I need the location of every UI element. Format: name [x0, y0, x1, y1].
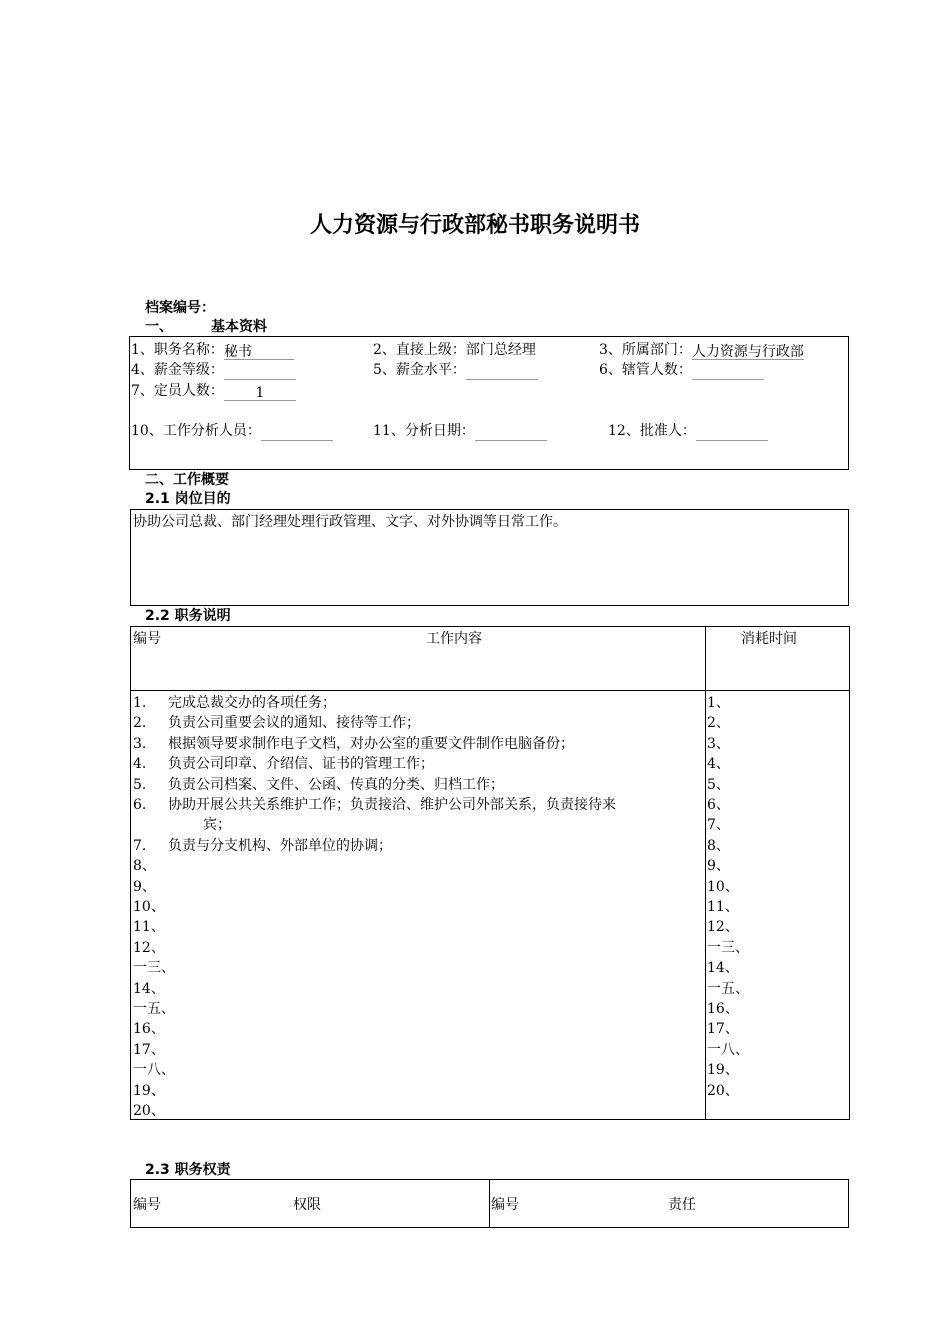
duty-row	[133, 856, 156, 876]
time-entry: 一五、	[707, 980, 749, 997]
analyst-label: 10、工作分析人员：	[131, 423, 261, 439]
duty-row	[133, 713, 420, 733]
salary-grade-label: 4、薪金等级：	[131, 362, 224, 378]
analysis-date-row	[373, 421, 547, 441]
time-entry: 17、	[707, 1021, 739, 1038]
superior-value: 部门总经理	[465, 342, 536, 358]
section1-number: 一、	[145, 319, 173, 335]
duty-row	[133, 1101, 165, 1121]
salary-grade-field	[224, 362, 296, 380]
duty-number: 11、	[133, 919, 165, 936]
authority-col-number: 编号	[133, 1197, 161, 1213]
page-title: 人力资源与行政部秘书职务说明书	[309, 213, 640, 238]
time-entry: 2、	[707, 715, 730, 732]
salary-level-row	[373, 360, 538, 380]
duty-row	[133, 958, 175, 978]
time-entry: 16、	[707, 1001, 739, 1017]
time-entry: 6、	[707, 797, 730, 813]
time-entry: 12、	[707, 919, 739, 936]
duty-row	[133, 999, 175, 1019]
duty-row	[133, 1019, 165, 1039]
duty-row	[133, 754, 434, 774]
salary-grade-row	[131, 360, 296, 380]
duty-row	[133, 979, 165, 999]
duty-row	[133, 1040, 165, 1060]
duty-number: 7.	[133, 837, 147, 854]
duties-column-divider	[705, 627, 706, 1119]
duty-number: 20、	[133, 1103, 165, 1119]
duty-row	[133, 775, 504, 795]
time-entry: 一八、	[707, 1041, 749, 1058]
duty-number: 1.	[133, 695, 147, 711]
headcount-value: 1	[224, 383, 296, 401]
job-name-label: 1、职务名称：	[131, 342, 224, 358]
authority-col-responsibility: 责任	[668, 1197, 696, 1213]
time-entry: 14、	[707, 960, 739, 977]
duty-text: 负责公司重要会议的通知、接待等工作；	[168, 715, 420, 732]
duty-number: 一八、	[133, 1062, 175, 1079]
section2-heading: 二、工作概要	[145, 472, 229, 488]
duty-number: 8、	[133, 858, 156, 875]
analyst-field	[261, 423, 333, 441]
headcount-label: 7、定员人数：	[131, 383, 224, 399]
duty-number: 3.	[133, 735, 147, 752]
duty-number: 16、	[133, 1021, 165, 1038]
duty-number: 4.	[133, 756, 147, 773]
time-entry: 7、	[707, 817, 730, 834]
department-label: 3、所属部门：	[599, 342, 692, 358]
purpose-text: 协助公司总裁、部门经理处理行政管理、文字、对外协调等日常工作。	[133, 514, 567, 530]
duty-text: 根据领导要求制作电子文档，对办公室的重要文件制作电脑备份；	[168, 735, 574, 752]
time-entry: 一三、	[707, 939, 749, 956]
duty-number: 14、	[133, 980, 165, 997]
time-entry: 8、	[707, 837, 730, 854]
approver-label: 12、批准人：	[608, 423, 696, 439]
authority-col-number2: 编号	[491, 1197, 519, 1213]
duty-row	[133, 795, 616, 815]
time-entry: 4、	[707, 756, 730, 773]
time-entry: 1、	[707, 695, 730, 711]
section1-heading: 基本资料	[211, 319, 267, 335]
archive-number-label: 档案编号：	[145, 300, 215, 316]
authority-heading: 2.3 职务权责	[145, 1162, 231, 1178]
duty-row	[133, 815, 231, 835]
duty-number: 19、	[133, 1082, 165, 1099]
duty-text: 负责公司档案、文件、公函、传真的分类、归档工作；	[168, 776, 504, 793]
authority-col-authority: 权限	[293, 1197, 321, 1213]
basic-info-box	[129, 336, 849, 470]
salary-level-label: 5、薪金水平：	[373, 362, 466, 378]
department-row	[599, 340, 804, 360]
duty-row	[133, 836, 392, 856]
time-entry: 9、	[707, 858, 730, 875]
duties-header-divider	[131, 690, 849, 691]
duty-text: 负责与分支机构、外部单位的协调；	[168, 837, 392, 854]
authority-column-divider	[489, 1180, 490, 1227]
duty-number: 10、	[133, 899, 165, 915]
purpose-heading: 2.1 岗位目的	[145, 491, 231, 507]
purpose-box	[130, 509, 849, 606]
duties-col-number: 编号	[133, 631, 161, 647]
superior-label: 2、直接上级：	[373, 342, 466, 358]
duty-number: 6.	[133, 797, 147, 813]
duty-number: 12、	[133, 939, 165, 956]
duty-text: 负责公司印章、介绍信、证书的管理工作；	[168, 756, 434, 773]
duty-number: 17、	[133, 1041, 165, 1058]
approver-field	[696, 423, 768, 441]
duty-number: 5.	[133, 776, 147, 793]
time-entry: 19、	[707, 1062, 739, 1079]
subordinates-label: 6、辖管人数：	[599, 362, 692, 378]
duty-row	[133, 734, 574, 754]
duty-row	[133, 1060, 175, 1080]
duty-row	[133, 877, 156, 897]
job-name-row	[131, 340, 294, 360]
duties-col-time: 消耗时间	[741, 631, 797, 647]
salary-level-field	[466, 362, 538, 380]
subordinates-row	[599, 360, 764, 380]
headcount-row	[131, 381, 296, 401]
department-value: 人力资源与行政部	[691, 344, 804, 360]
duties-table	[130, 626, 850, 1120]
subordinates-field	[692, 362, 764, 380]
analysis-date-label: 11、分析日期：	[373, 423, 475, 439]
superior-row	[373, 340, 536, 360]
duties-heading: 2.2 职务说明	[145, 608, 231, 624]
duty-number: 一三、	[133, 960, 175, 977]
duty-row	[133, 917, 165, 937]
time-entry: 20、	[707, 1082, 739, 1099]
time-entry: 3、	[707, 735, 730, 752]
duty-number: 9、	[133, 878, 156, 895]
duty-row	[133, 693, 336, 713]
authority-table	[130, 1179, 849, 1228]
duty-number: 2.	[133, 715, 147, 732]
duty-number: 一五、	[133, 1001, 175, 1017]
duty-text: 完成总裁交办的各项任务；	[168, 695, 336, 711]
analysis-date-field	[475, 423, 547, 441]
time-entry: 11、	[707, 899, 739, 915]
job-name-value: 秘书	[224, 342, 294, 360]
approver-row	[608, 421, 768, 441]
time-entry: 5、	[707, 776, 730, 793]
analyst-row	[131, 421, 333, 441]
time-entry: 10、	[707, 878, 739, 895]
duty-text: 协助开展公共关系维护工作；负责接洽、维护公司外部关系，负责接待来	[168, 797, 616, 813]
duty-row	[133, 938, 165, 958]
duty-text: 宾；	[203, 817, 231, 834]
duty-row	[133, 1081, 165, 1101]
duties-col-content: 工作内容	[426, 631, 482, 647]
duty-row	[133, 897, 165, 917]
